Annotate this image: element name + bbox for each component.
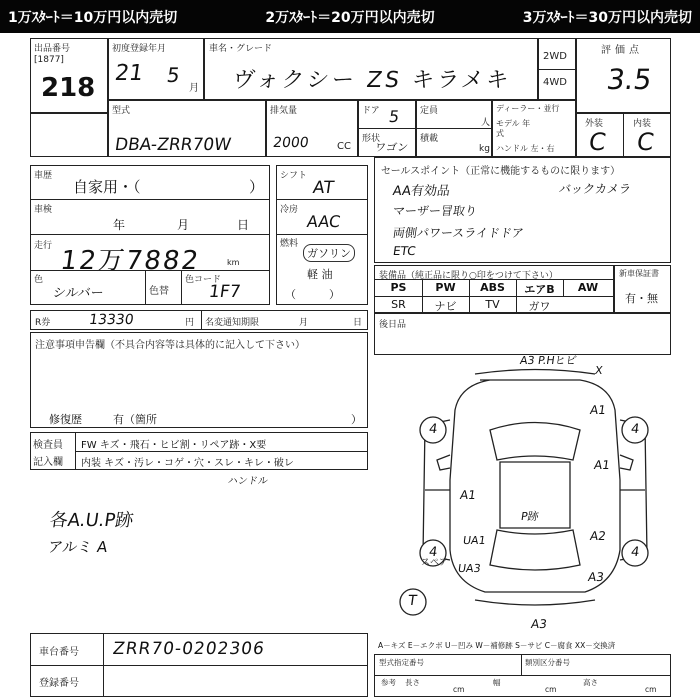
struct-length: 長さ xyxy=(405,678,420,687)
vehicle-name-label: 車名・グレード xyxy=(209,44,273,54)
notes-block xyxy=(30,332,368,428)
mark-ua3: UA3 xyxy=(457,562,482,575)
lot-number: 218 xyxy=(41,73,96,103)
struct-width-unit: cm xyxy=(545,685,557,694)
handwritten-note-2: アルミ A xyxy=(46,538,109,556)
lot-spacer xyxy=(30,113,108,157)
load-unit: kg xyxy=(479,144,490,154)
doors-label: ドア xyxy=(362,106,380,116)
damage-legend: A－キズ E－エクボ U－凹み W－補修跡 S－サビ C－腐食 XX－交換済 xyxy=(378,641,616,650)
score-box xyxy=(576,38,671,113)
banner-item-1: 1万ｽﾀｰﾄ＝10万円以内売切 xyxy=(8,9,178,26)
doors-value: 5 xyxy=(387,107,401,126)
tire-rl-mark: 4 xyxy=(427,545,439,560)
repair-history-close: ） xyxy=(351,413,362,426)
interior-label: 内装 xyxy=(633,119,652,129)
tire-fl-mark: 4 xyxy=(427,422,439,437)
sales-point-2: バックカメラ xyxy=(557,182,632,196)
struct-width: 幅 xyxy=(493,678,501,687)
vehicle-name: ヴォクシー ZS キラメキ xyxy=(230,68,513,93)
dealer-model-year: モデル 年式 xyxy=(496,119,531,138)
mileage-label: 走行 xyxy=(34,241,53,251)
history-close: ） xyxy=(249,178,265,196)
struct-block xyxy=(374,654,671,697)
struct-label-1: 型式指定番号 xyxy=(379,658,424,667)
r-ticket-unit: 円 xyxy=(185,318,195,328)
tire-fr-mark: 4 xyxy=(629,422,641,437)
ac-label: 冷房 xyxy=(280,205,299,215)
first-reg-year: 21 xyxy=(113,61,145,86)
displacement-label: 排気量 xyxy=(270,106,298,116)
post-notes-block xyxy=(374,313,671,355)
inspector-block xyxy=(30,432,368,470)
spare-mark: T xyxy=(406,593,418,609)
mark-a2: A2 xyxy=(589,529,607,543)
equip-abs: ABS xyxy=(480,281,505,294)
fuel-light-oil: 軽 油 xyxy=(307,268,333,281)
warranty-value: 有・無 xyxy=(625,292,658,305)
color-value: シルバー xyxy=(51,286,105,301)
equipment-block xyxy=(374,265,614,313)
history-label: 車歴 xyxy=(34,171,53,181)
sales-point-5: ETC xyxy=(392,244,417,258)
inspector-label: 検査員 xyxy=(33,440,63,451)
equip-ps: PS xyxy=(390,281,407,294)
spare-label: スペア xyxy=(421,558,449,568)
equip-aw: AW xyxy=(577,281,599,294)
notes-label: 注意事項申告欄（不具合内容等は具体的に記入して下さい） xyxy=(35,340,305,351)
sales-points-block xyxy=(374,157,671,263)
auto-tax-label: 名変通知期限 xyxy=(205,318,260,328)
inspector-row-1: FW キズ・飛石・ヒビ割・リペア跡・X要 xyxy=(81,440,267,451)
warranty-box xyxy=(614,265,671,313)
history-value: 自家用・（ xyxy=(73,178,141,196)
shape-value: ワゴン xyxy=(374,141,409,154)
lot-label: 出品番号 xyxy=(34,44,71,54)
mark-top: A3 P.Hヒビ xyxy=(519,354,578,367)
model-label: 型式 xyxy=(112,106,131,116)
sales-point-3: マーザー冒取り xyxy=(391,204,478,218)
first-reg-box xyxy=(108,38,204,100)
mileage-value: 12万7882 xyxy=(58,246,203,276)
load-label: 積載 xyxy=(420,134,439,144)
header-banner xyxy=(0,0,700,33)
ac-value: AAC xyxy=(305,212,342,231)
mark-ua1: UA1 xyxy=(462,534,487,547)
equip-pw: PW xyxy=(435,281,456,294)
equip-navi: ナビ xyxy=(434,300,457,313)
lot-number-box xyxy=(30,38,108,113)
sales-point-1: AA有効品 xyxy=(391,184,451,199)
repair-history-label: 修復歴 xyxy=(49,413,82,426)
shift-label: シフト xyxy=(280,171,308,181)
auto-tax-month: 月 xyxy=(299,318,309,328)
equip-sr: SR xyxy=(391,298,406,311)
score-value: 3.5 xyxy=(604,63,654,96)
inspector-note: ハンドル xyxy=(226,476,269,487)
exterior-label: 外装 xyxy=(585,119,604,129)
mark-a1-left: A1 xyxy=(459,488,477,502)
sales-points-label: セールスポイント（正常に機能するものに限ります） xyxy=(381,166,621,177)
lot-small: [1877] xyxy=(34,55,64,65)
mark-a3-right: A3 xyxy=(587,570,605,584)
banner-item-2: 2万ｽﾀｰﾄ＝20万円以内売切 xyxy=(265,9,435,26)
r-ticket-label: R券 xyxy=(35,318,51,328)
model-box xyxy=(108,100,266,157)
color-code: 1F7 xyxy=(207,282,242,302)
r-ticket-row xyxy=(30,310,368,330)
chassis-number: ZRR70-0202306 xyxy=(111,639,267,659)
capacity-unit: 人 xyxy=(481,118,491,128)
model-value: DBA-ZRR70W xyxy=(113,135,233,155)
color-label: 色 xyxy=(34,275,44,285)
exterior-value: C xyxy=(587,128,608,156)
fuel-label: 燃料 xyxy=(280,239,299,249)
struct-height: 高さ xyxy=(583,678,598,687)
history-block xyxy=(30,165,270,305)
struct-ref: 参考 xyxy=(381,678,396,687)
warranty-label: 新車保証書 xyxy=(619,269,659,278)
mark-top-small: X xyxy=(594,364,604,377)
inspection-year: 年 xyxy=(113,218,126,232)
capacity-box xyxy=(416,100,492,157)
chassis-block xyxy=(30,633,368,697)
first-reg-label: 初度登録年月 xyxy=(112,44,167,54)
fuel-parens: （ ） xyxy=(285,288,340,301)
inspection-day: 日 xyxy=(237,218,250,232)
door-shape-box xyxy=(358,100,416,157)
first-reg-month: 5 xyxy=(165,63,182,87)
displacement-unit: CC xyxy=(337,141,351,152)
post-notes-label: 後日品 xyxy=(379,320,407,330)
auto-tax-day: 日 xyxy=(353,318,363,328)
mark-a3-bottom: A3 xyxy=(530,617,548,631)
inspector-row-2: 内装 キズ・汚レ・コゲ・穴・スレ・キレ・破レ xyxy=(81,458,294,469)
mark-p: P跡 xyxy=(520,510,540,523)
tire-rr-mark: 4 xyxy=(629,545,641,560)
color-code-label: 色コード xyxy=(185,275,222,285)
equipment-label: 装備品（純正品に限り○印をつけて下さい） xyxy=(379,271,558,281)
displacement-value: 2000 xyxy=(271,135,310,151)
registration-label: 登録番号 xyxy=(39,678,79,689)
vehicle-name-box xyxy=(204,38,538,100)
fuel-gasoline: ガソリン xyxy=(303,244,355,262)
shift-value: AT xyxy=(311,178,336,198)
struct-length-unit: cm xyxy=(453,685,465,694)
chassis-label: 車台番号 xyxy=(39,647,79,658)
first-reg-month-unit: 月 xyxy=(189,83,199,94)
inspection-month: 月 xyxy=(177,218,190,232)
shift-fuel-block xyxy=(276,165,368,305)
repair-history-exists: 有（箇所 xyxy=(113,413,157,426)
record-label: 記入欄 xyxy=(33,457,63,468)
color-change-label: 色替 xyxy=(149,286,169,297)
mark-a1-upper: A1 xyxy=(589,403,607,417)
drive-2wd: 2WD xyxy=(543,51,567,62)
car-damage-diagram xyxy=(395,360,675,630)
sales-point-4: 両側パワースライドドア xyxy=(391,226,525,240)
displacement-box xyxy=(266,100,358,157)
ext-int-box xyxy=(576,113,671,157)
drive-box xyxy=(538,38,576,100)
equip-airbag: エアB xyxy=(524,283,555,296)
struct-height-unit: cm xyxy=(645,685,657,694)
interior-value: C xyxy=(635,128,656,156)
drive-4wd: 4WD xyxy=(543,77,567,88)
banner-item-3: 3万ｽﾀｰﾄ＝30万円以内売切 xyxy=(522,9,692,26)
dealer-box xyxy=(492,100,576,157)
dealer-handle: ハンドル 左・右 xyxy=(496,144,555,153)
handwritten-note-1: 各A.U.P跡 xyxy=(48,510,135,531)
dealer-label: ディーラー・並行 xyxy=(496,104,560,113)
struct-label-2: 類別区分番号 xyxy=(525,658,570,667)
shape-label: 形状 xyxy=(362,134,381,144)
equip-tv: TV xyxy=(485,298,500,311)
mark-a1-right: A1 xyxy=(593,458,611,472)
score-label: 評価点 xyxy=(601,45,643,56)
capacity-label: 定員 xyxy=(420,106,439,116)
inspection-label: 車検 xyxy=(34,205,53,215)
r-ticket-value: 13330 xyxy=(87,312,135,328)
mileage-unit: km xyxy=(227,258,240,267)
equip-leather: ガワ xyxy=(528,300,551,313)
